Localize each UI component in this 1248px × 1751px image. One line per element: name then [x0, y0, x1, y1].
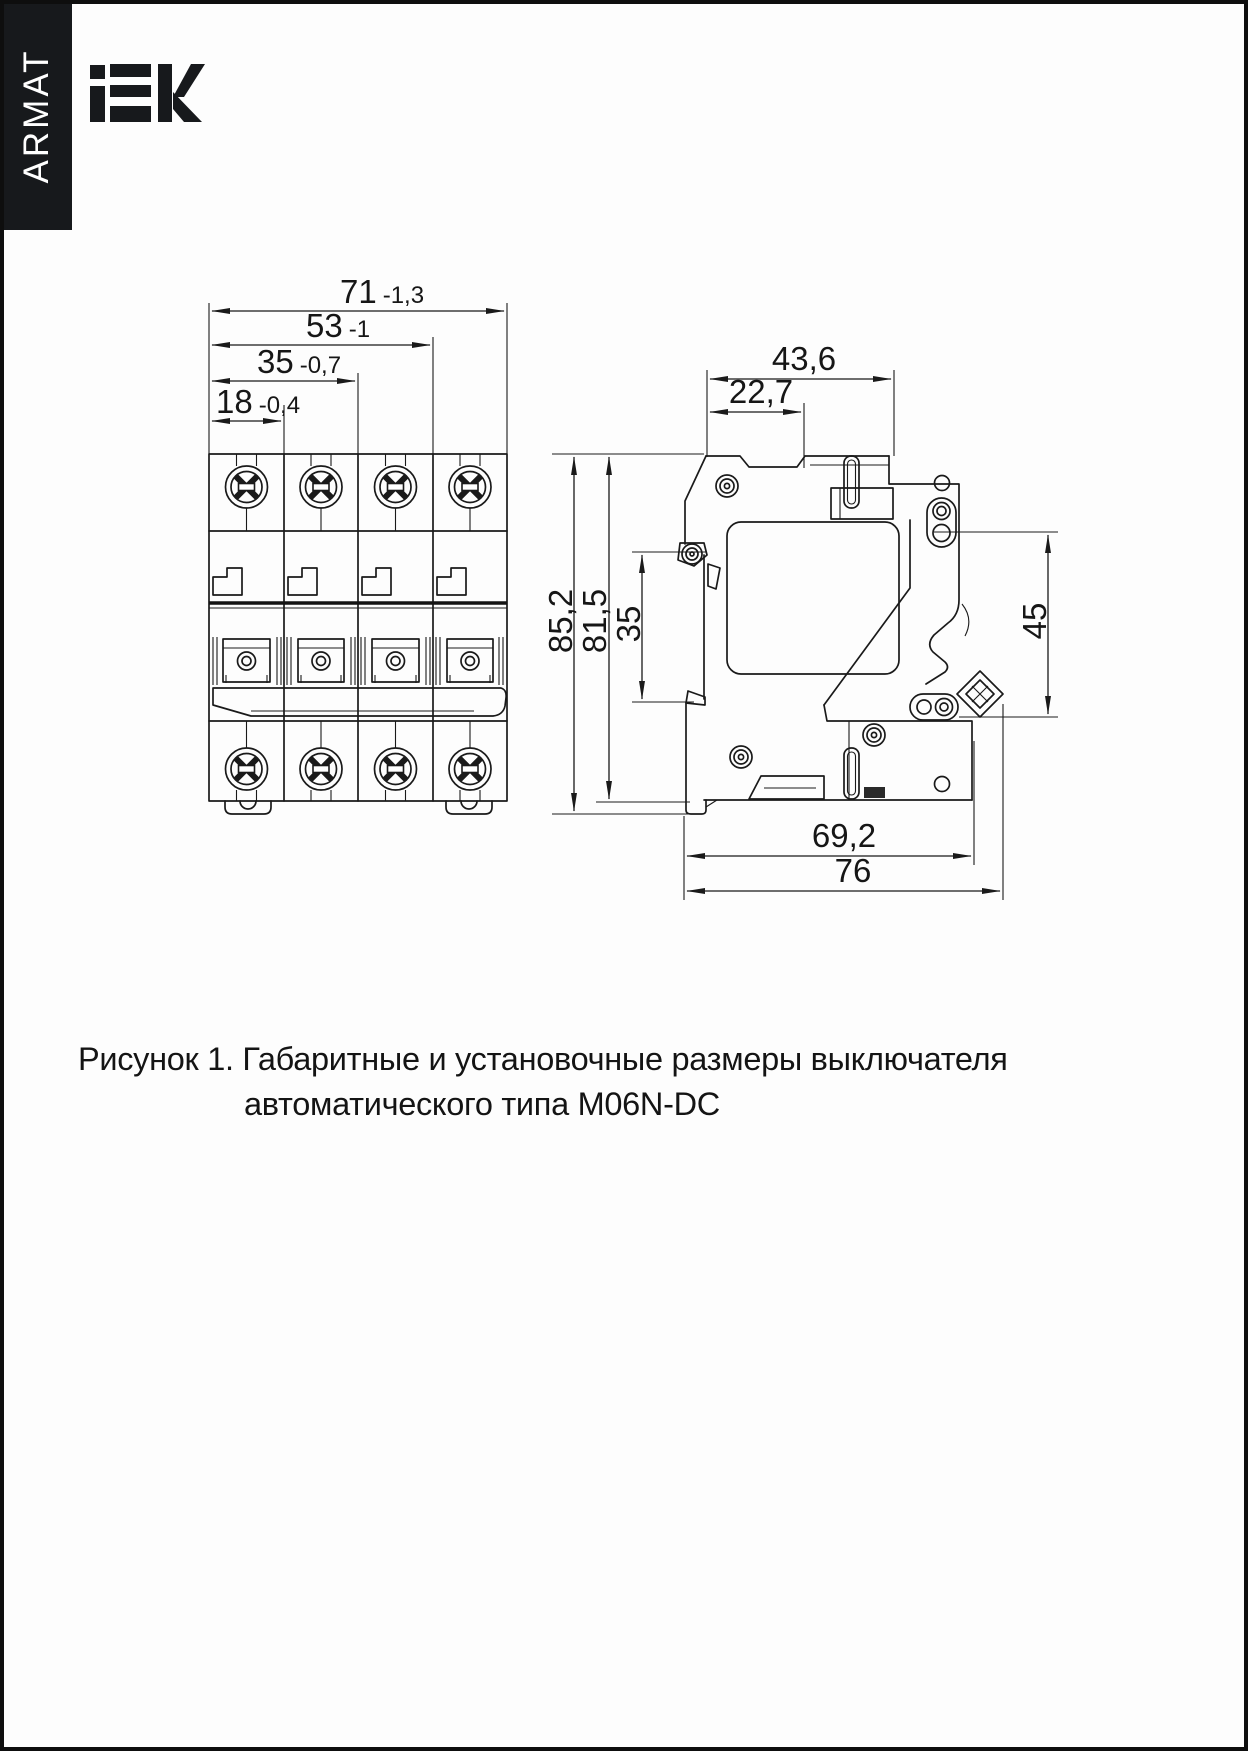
brand-vertical-label: ARMAT — [17, 48, 56, 184]
din-rail-clips — [678, 543, 720, 705]
dim-depth-69-2: 69,2 — [811, 817, 877, 854]
dim-width-71: 71 -1,3 — [340, 273, 425, 310]
dim-rail-35: 35 — [610, 605, 647, 643]
side-view — [542, 340, 1058, 900]
caption-line2: автоматического типа М06N-DC — [244, 1086, 720, 1122]
front-view — [209, 273, 507, 814]
front-mounting-feet — [225, 801, 492, 814]
front-indicator-tabs — [213, 568, 466, 595]
rail-latch — [910, 671, 1003, 720]
dim-depth-43-6: 43,6 — [771, 340, 837, 377]
dim-depth-76: 76 — [834, 852, 872, 889]
case-screw-top — [716, 475, 738, 497]
dim-right-45: 45 — [1016, 602, 1053, 640]
dim-height-85-2: 85,2 — [542, 588, 579, 654]
dim-width-53: 53 -1 — [306, 307, 371, 344]
figure-caption — [78, 1037, 1008, 1127]
side-top-terminal — [831, 456, 956, 547]
dim-width-35: 35 -0,7 — [257, 343, 342, 380]
dim-width-18: 18 -0,4 — [216, 383, 301, 420]
dim-height-81-5: 81,5 — [576, 588, 613, 654]
technical-drawing — [4, 4, 1248, 1751]
caption-line1: Рисунок 1. Габаритные и установочные размеры выключателя — [78, 1041, 1008, 1077]
front-handle-tie-bar — [213, 688, 506, 716]
case-screw-bottom — [730, 746, 752, 768]
dim-depth-22-7: 22,7 — [728, 373, 794, 410]
side-center-panel — [727, 522, 899, 674]
